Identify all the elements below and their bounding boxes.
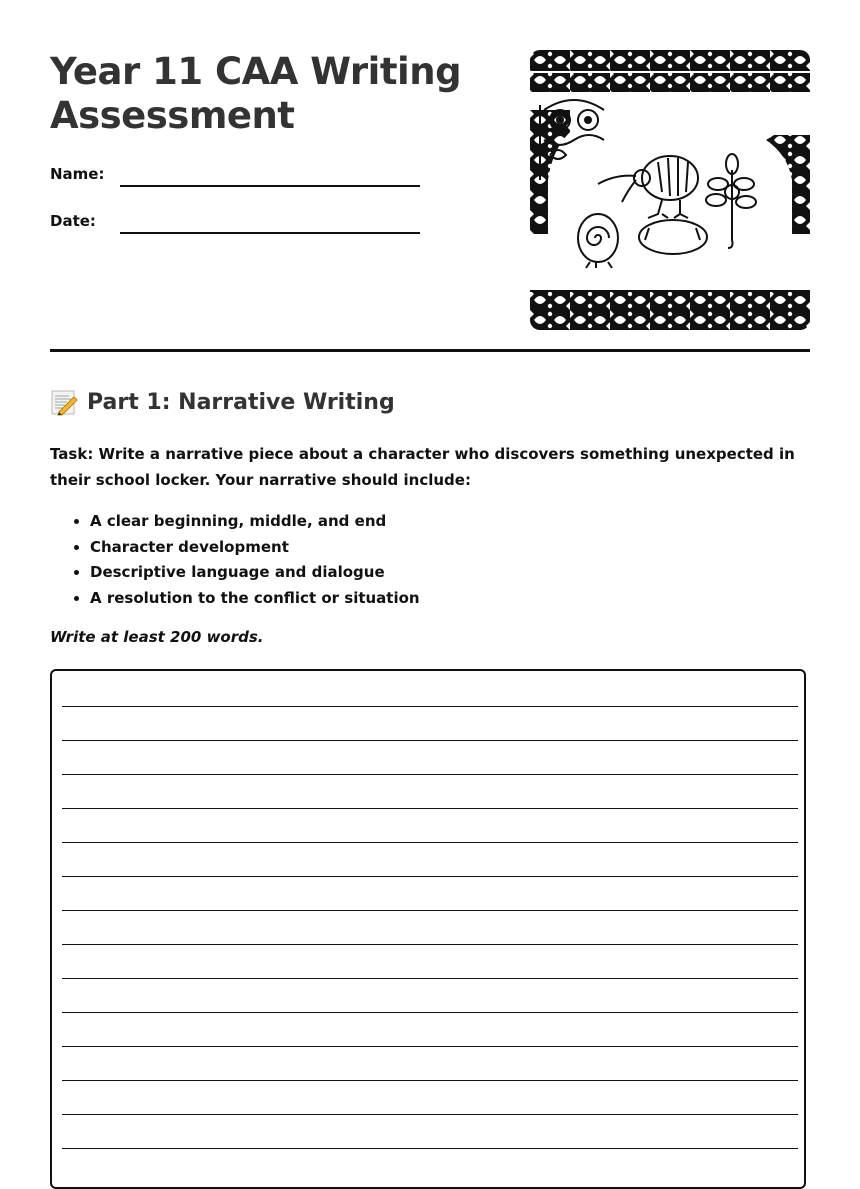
writing-line[interactable] [62, 1080, 798, 1081]
writing-line[interactable] [62, 842, 798, 843]
writing-line[interactable] [62, 876, 798, 877]
writing-line[interactable] [62, 910, 798, 911]
writing-line[interactable] [62, 706, 798, 707]
header-divider [50, 349, 810, 352]
requirements-list [50, 509, 420, 611]
writing-line[interactable] [62, 808, 798, 809]
page-title [50, 50, 490, 138]
illustration-graphic [530, 50, 810, 330]
writing-line[interactable] [62, 1046, 798, 1047]
date-input-line[interactable] [120, 232, 420, 234]
writing-area[interactable] [50, 669, 806, 1189]
name-input-line[interactable] [120, 185, 420, 187]
memo-pencil-icon [50, 388, 78, 416]
task-prompt: Task: Write a narrative piece about a character who discovers something unexpected in their school locker. Your narrative should include: [50, 445, 795, 489]
section-title-text: Part 1: Narrative Writing [87, 389, 395, 415]
requirement-item: • A clear beginning, middle, and end [90, 509, 420, 535]
title-line-1: Year 11 CAA Writing [50, 50, 462, 93]
title-line-2: Assessment [50, 94, 295, 137]
writing-line[interactable] [62, 978, 798, 979]
writing-line[interactable] [62, 740, 798, 741]
section-title [50, 388, 395, 416]
worksheet-page [50, 0, 810, 646]
writing-line[interactable] [62, 944, 798, 945]
maori-illustration [530, 50, 810, 330]
date-label: Date: [50, 212, 96, 230]
requirement-item: • A resolution to the conflict or situation [90, 586, 420, 612]
requirement-item: • Descriptive language and dialogue [90, 560, 420, 586]
name-label: Name: [50, 165, 105, 183]
requirement-item: • Character development [90, 535, 420, 561]
writing-line[interactable] [62, 1012, 798, 1013]
writing-line[interactable] [62, 1148, 798, 1149]
writing-line[interactable] [62, 774, 798, 775]
worksheet-header [50, 0, 810, 352]
word-count-note: Write at least 200 words. [50, 628, 264, 646]
writing-line[interactable] [62, 1114, 798, 1115]
